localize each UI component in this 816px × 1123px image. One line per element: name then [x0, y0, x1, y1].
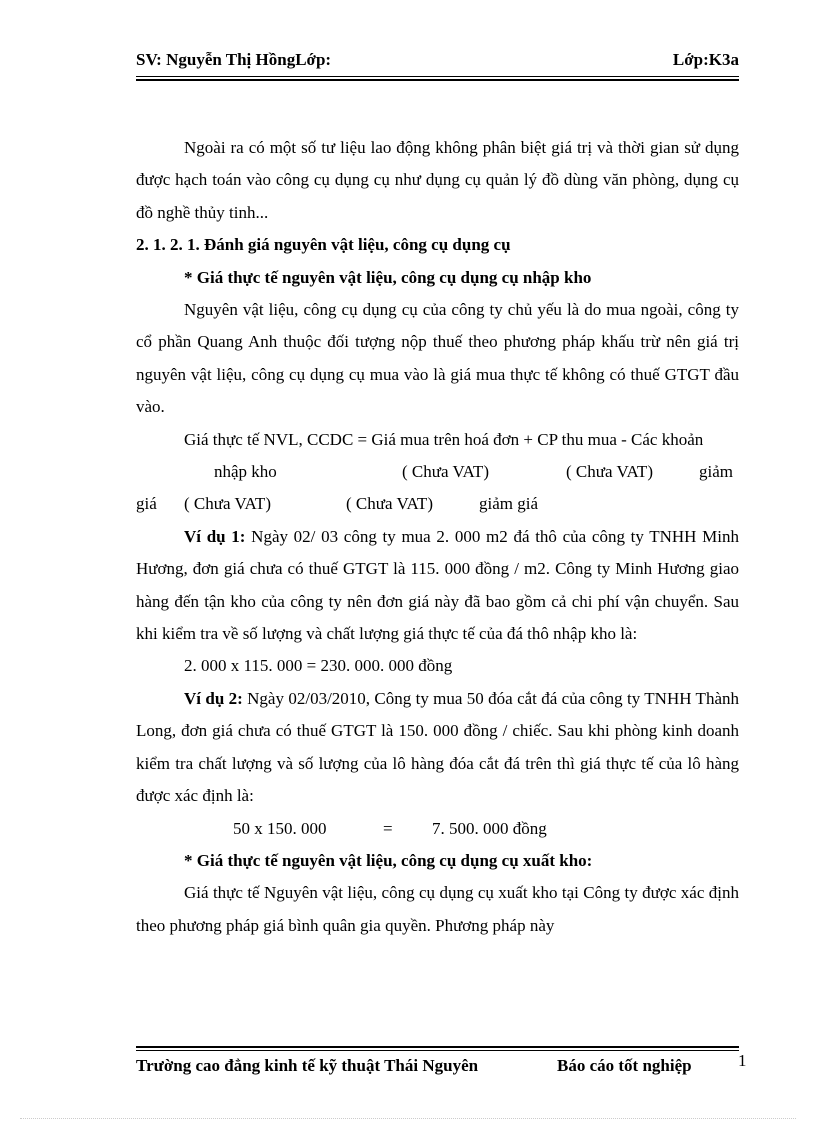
paragraph-intro: Ngoài ra có một số tư liệu lao động không phân biệt giá trị và thời gian sử dụng được hạch toán vào công cụ dụng cụ như dụng cụ quản lý đồ dùng văn phòng, dụng cụ đồ nghề thủy tinh... [136, 138, 739, 222]
formula-cell: ( Chưa VAT) [402, 462, 489, 482]
formula-row-1 [136, 456, 739, 488]
example-2 [136, 683, 739, 813]
footer-report: Báo cáo tốt nghiệp [557, 1056, 692, 1075]
subheading-import-price: * Giá thực tế nguyên vật liệu, công cụ dụng cụ nhập kho [184, 267, 592, 287]
formula-cell: giá [136, 494, 157, 514]
header-rule-thick [136, 79, 739, 81]
subheading-export-price: * Giá thực tế nguyên vật liệu, công cụ dụng cụ xuất kho: [184, 850, 593, 870]
formula-cell: nhập kho [214, 462, 277, 482]
calc-result: 7. 500. 000 đồng [432, 818, 547, 838]
formula-line: Giá thực tế NVL, CCDC = Giá mua trên hoá đơn + CP thu mua - Các khoản [184, 429, 704, 449]
section-heading: 2. 1. 2. 1. Đánh giá nguyên vật liệu, công cụ dụng cụ [136, 235, 511, 255]
header-student: SV: Nguyễn Thị HồngLớp: [136, 50, 332, 69]
footer-school: Trường cao đẳng kinh tế kỹ thuật Thái Nguyên [136, 1056, 479, 1075]
header-rule [136, 76, 739, 77]
footer-rule [136, 1050, 739, 1051]
page-footer [136, 1056, 746, 1078]
example-1-label: Ví dụ 1: [184, 526, 246, 546]
calc-operand: 50 x 150. 000 [233, 818, 327, 838]
formula-row-2 [136, 488, 739, 520]
footer-rule-thick [136, 1046, 739, 1048]
calc-equals: = [383, 818, 393, 838]
formula-cell: giảm [699, 462, 733, 482]
example-2-label: Ví dụ 2: [184, 688, 243, 708]
page-edge [20, 1118, 796, 1119]
formula-cell: giảm giá [479, 494, 539, 514]
example-1 [136, 521, 739, 651]
page-header [136, 50, 739, 72]
paragraph-purchase: Nguyên vật liệu, công cụ dụng cụ của công ty chủ yếu là do mua ngoài, công ty cổ phần Quang Anh thuộc đối tượng nộp thuế theo phương pháp khấu trừ nên giá trị nguyên vật liệu, công cụ dụng cụ mua vào là giá mua thực tế không có thuế GTGT đầu vào. [136, 300, 739, 417]
calculation-2 [136, 813, 739, 845]
formula-cell: ( Chưa VAT) [184, 494, 271, 514]
header-class: Lớp:K3a [672, 50, 739, 69]
document-body [136, 132, 739, 942]
example-2-text: Ngày 02/03/2010, Công ty mua 50 đóa cắt đá của công ty TNHH Thành Long, đơn giá chưa có thuế GTGT là 150. 000 đồng / chiếc. Sau khi phòng kinh doanh kiểm tra chất lượng và số lượng của lô hàng đóa cắt đá trên thì giá thực tế của lô hàng được xác định là: [136, 688, 739, 806]
paragraph-export: Giá thực tế Nguyên vật liệu, công cụ dụng cụ xuất kho tại Công ty được xác định theo phương pháp giá bình quân gia quyền. Phương pháp này [136, 883, 739, 935]
example-1-text: Ngày 02/ 03 công ty mua 2. 000 m2 đá thô của công ty TNHH Minh Hương, đơn giá chưa có thuế GTGT là 115. 000 đồng / m2. Công ty Minh Hương giao hàng đến tận kho của công ty nên đơn giá này đã bao gồm cả chi phí vận chuyển. Sau khi kiểm tra về số lượng và chất lượng giá thực tế của đá thô nhập kho là: [136, 526, 739, 644]
formula-cell: ( Chưa VAT) [566, 462, 653, 482]
page-number: 1 [738, 1051, 747, 1070]
calculation-1: 2. 000 x 115. 000 = 230. 000. 000 đồng [184, 656, 453, 676]
formula-cell: ( Chưa VAT) [346, 494, 433, 514]
